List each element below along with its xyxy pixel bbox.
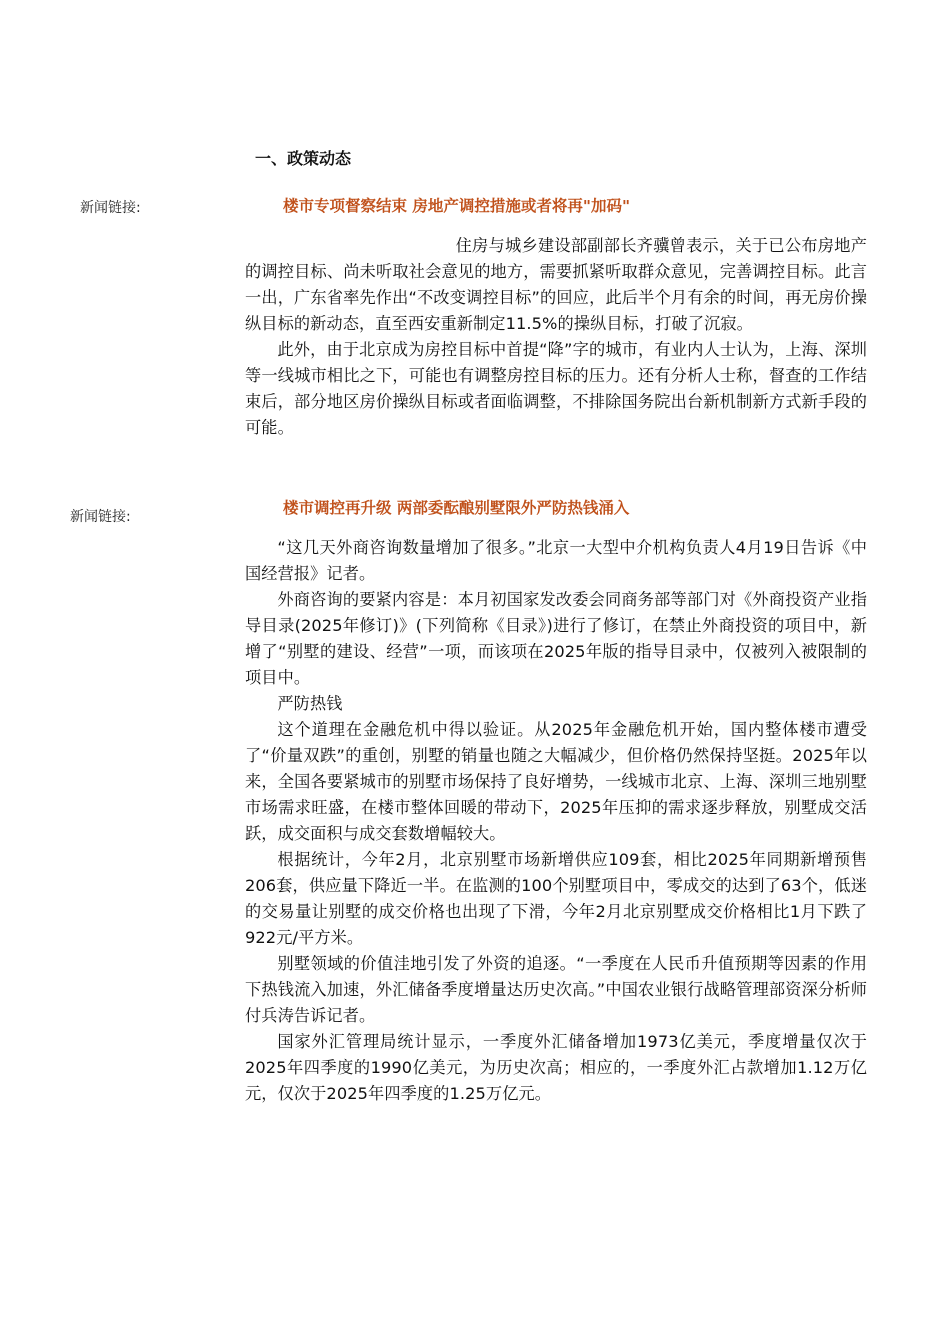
article-paragraph: “这几天外商咨询数量增加了很多。”北京一大型中介机构负责人4月19日告诉《中国经营报》记者。 [245,538,867,583]
article-headline: 楼市调控再升级 两部委酝酿别墅限外严防热钱涌入 [283,499,630,517]
news-link-label: 新闻链接: [80,200,141,216]
subsection-heading: 严防热钱 [277,694,343,713]
article-body [245,535,867,1107]
article-paragraph: 别墅领域的价值洼地引发了外资的追逐。“一季度在人民币升值预期等因素的作用下热钱流入加速，外汇储备季度增量达历史次高。”中国农业银行战略管理部资深分析师付兵涛告诉记者。 [245,954,867,1025]
article-paragraph: 根据统计，今年2月，北京别墅市场新增供应109套，相比2025年同期新增预售206套，供应量下降近一半。在监测的100个别墅项目中，零成交的达到了63个，低迷的交易量让别墅的成交价格也出现了下滑，今年2月北京别墅成交价格相比1月下跌了922元/平方米。 [245,850,867,947]
article-body [245,233,867,441]
news-link-label: 新闻链接: [70,509,131,525]
article-paragraph: 此外，由于北京成为房控目标中首提“降”字的城市，有业内人士认为，上海、深圳等一线城市相比之下，可能也有调整房控目标的压力。还有分析人士称，督查的工作结束后，部分地区房价操纵目标或者面临调整，不排除国务院出台新机制新方式新手段的可能。 [245,340,867,437]
article-paragraph: 国家外汇管理局统计显示，一季度外汇储备增加1973亿美元，季度增量仅次于2025年四季度的1990亿美元，为历史次高；相应的，一季度外汇占款增加1.12万亿元，仅次于2025年四季度的1.25万亿元。 [245,1032,867,1103]
section-title: 一、政策动态 [255,149,352,168]
article-paragraph: 外商咨询的要紧内容是：本月初国家发改委会同商务部等部门对《外商投资产业指导目录(2025年修订)》(下列简称《目录》)进行了修订，在禁止外商投资的项目中，新增了“别墅的建设、经营”一项，而该项在2025年版的指导目录中，仅被列入被限制的项目中。 [245,590,867,687]
article-headline: 楼市专项督察结束 房地产调控措施或者将再"加码" [283,197,631,215]
article-paragraph: 住房与城乡建设部副部长齐骥曾表示，关于已公布房地产的调控目标、尚未听取社会意见的地方，需要抓紧听取群众意见，完善调控目标。此言一出，广东省率先作出“不改变调控目标”的回应，此后半个月有余的时间，再无房价操纵目标的新动态，直至西安重新制定11.5%的操纵目标，打破了沉寂。 [245,236,867,333]
article-paragraph: 这个道理在金融危机中得以验证。从2025年金融危机开始，国内整体楼市遭受了“价量双跌”的重创，别墅的销量也随之大幅减少，但价格仍然保持坚挺。2025年以来，全国各要紧城市的别墅市场保持了良好增势，一线城市北京、上海、深圳三地别墅市场需求旺盛，在楼市整体回暖的带动下，2025年压抑的需求逐步释放，别墅成交活跃，成交面积与成交套数增幅较大。 [245,720,867,843]
